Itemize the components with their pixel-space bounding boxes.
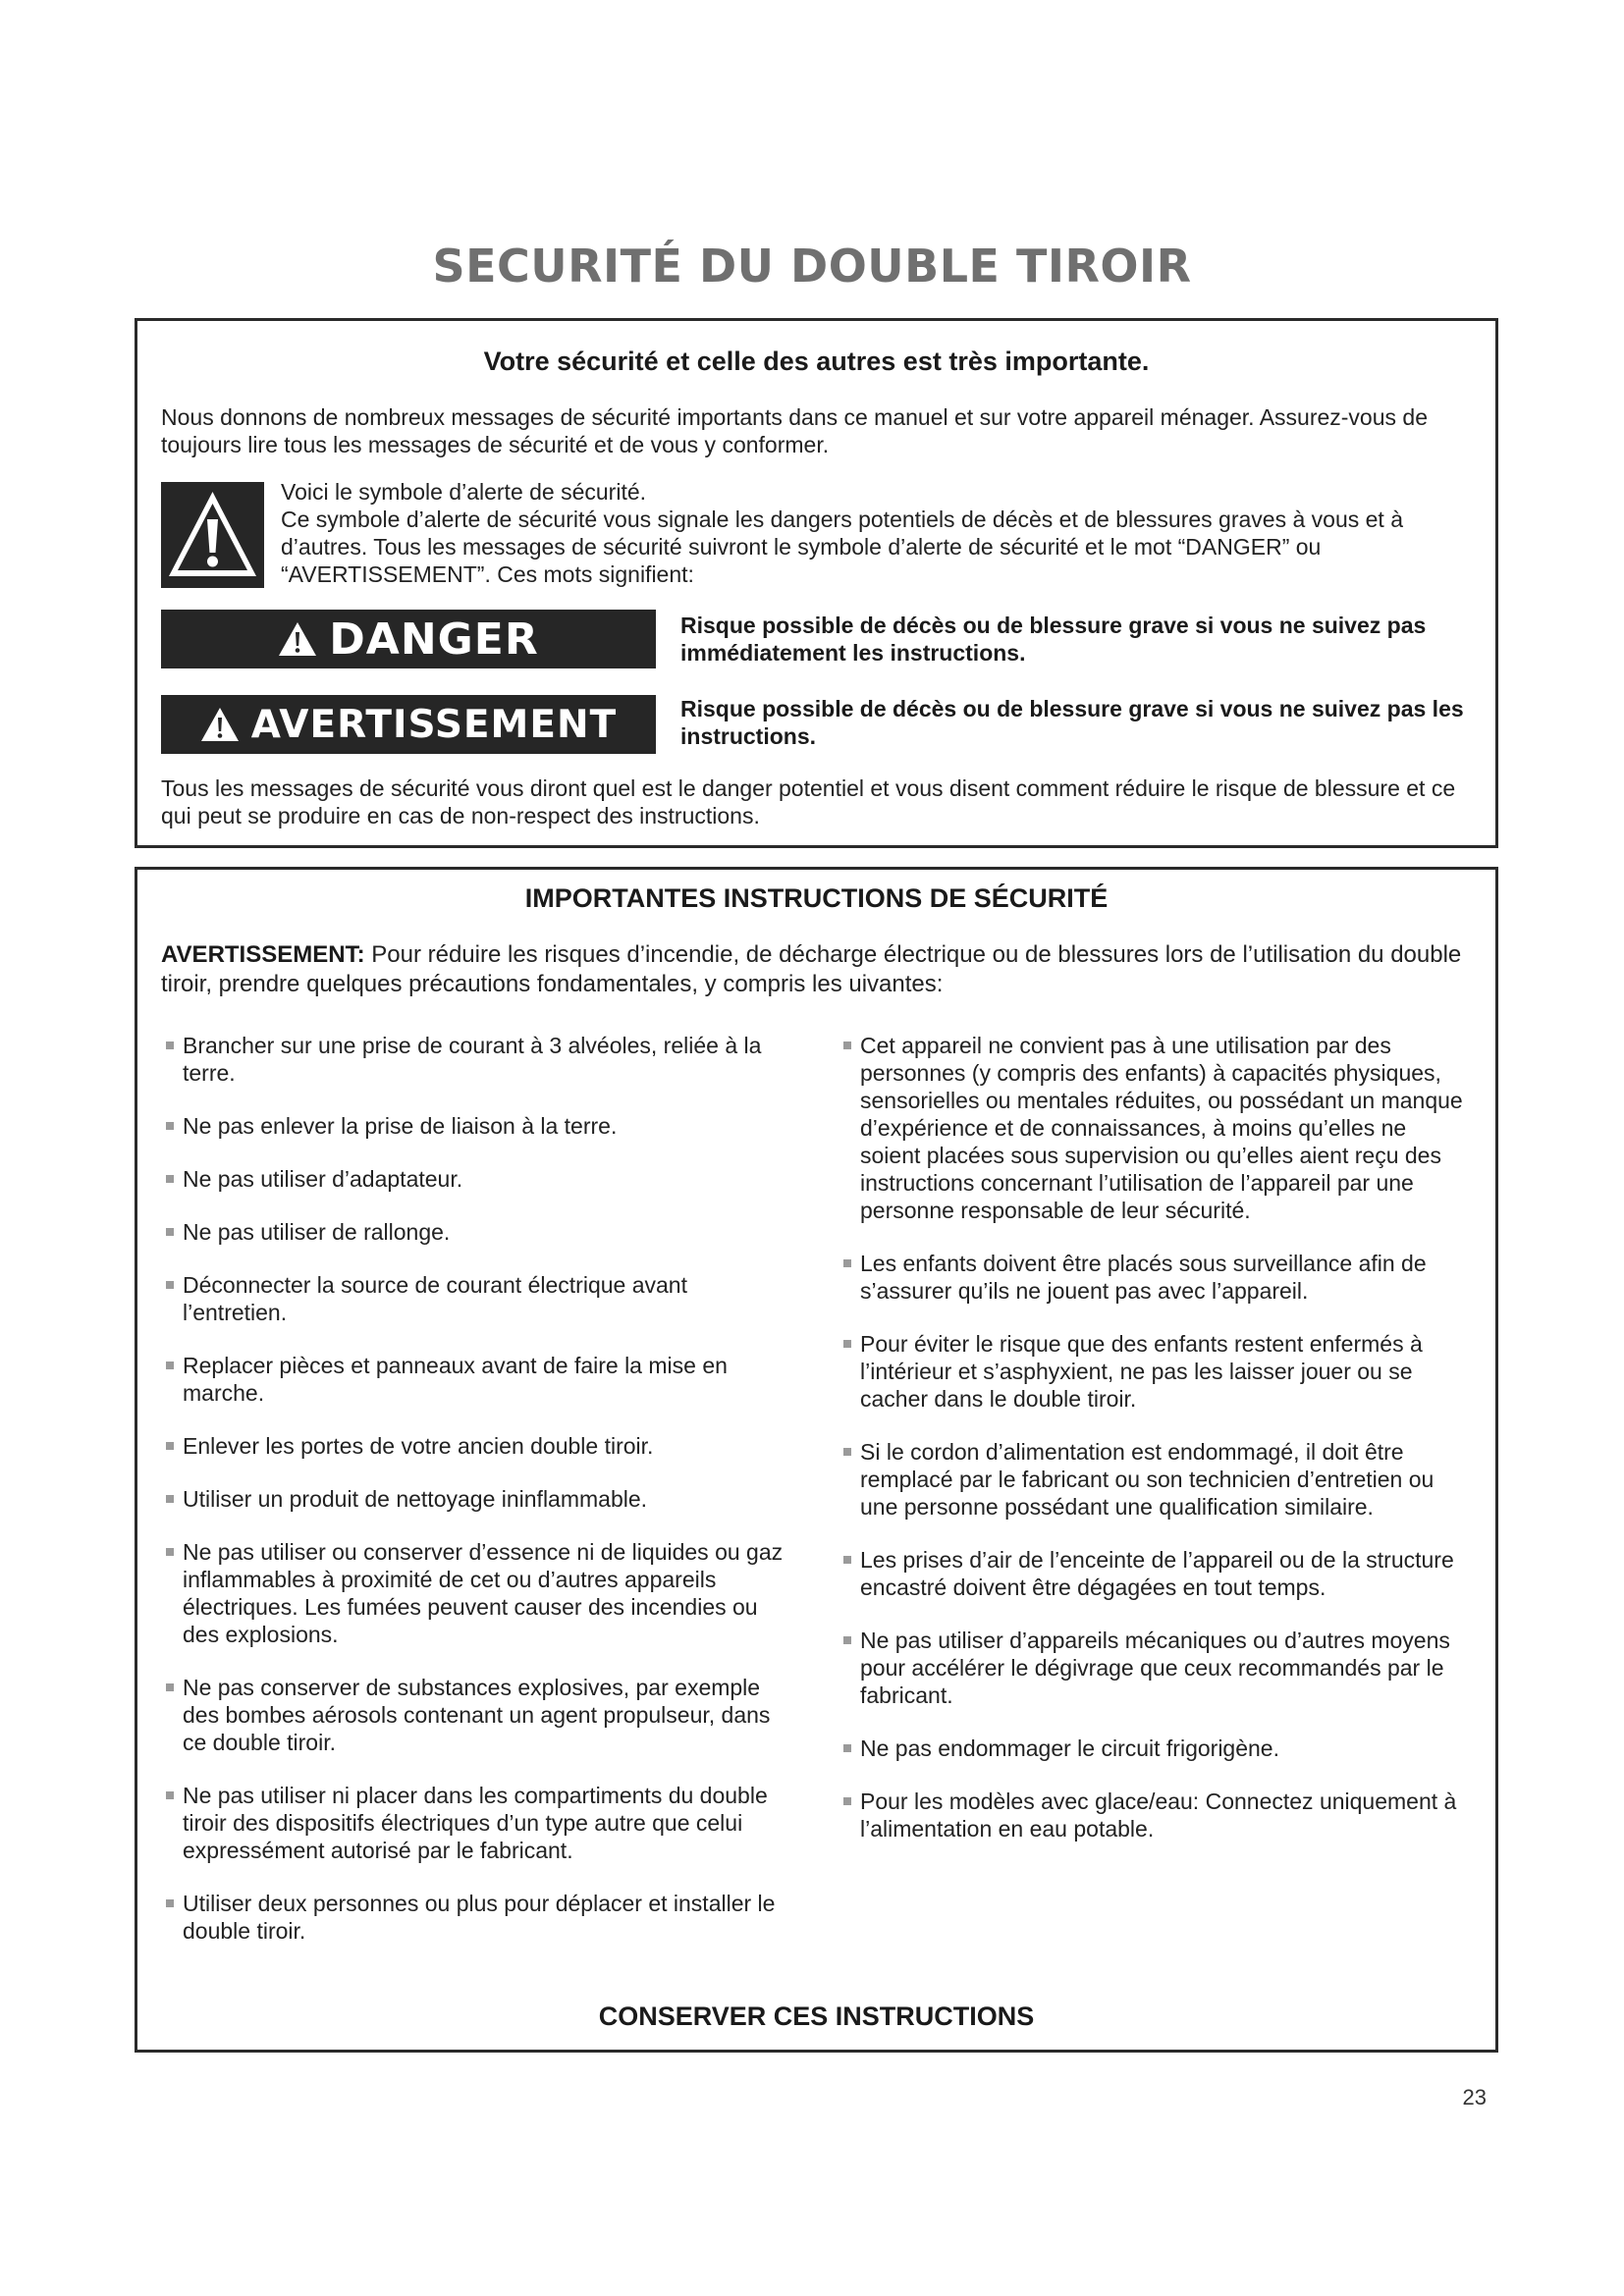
list-item: Ne pas conserver de substances explosives, par exemple des bombes aérosols contenant un agent propulseur, dans ce double tiroir.	[165, 1674, 784, 1756]
alert-box-footer: Tous les messages de sécurité vous diront quel est le danger potentiel et vous disent comment réduire le risque de blessure et ce qui peut se produire en cas de non-respect des instructions.	[161, 775, 1456, 828]
list-item: Pour les modèles avec glace/eau: Connectez uniquement à l’alimentation en eau potable.	[842, 1788, 1471, 1842]
list-item: Si le cordon d’alimentation est endommagé, il doit être remplacé par le fabricant ou son technicien d’entretien ou une personne possédant une qualification similaire.	[842, 1438, 1471, 1521]
list-item: Enlever les portes de votre ancien double tiroir.	[165, 1432, 784, 1460]
instructions-warning	[161, 940, 1472, 999]
alert-box-heading: Votre sécurité et celle des autres est très importante.	[483, 347, 1150, 376]
danger-label: DANGER	[329, 614, 539, 665]
list-item: Replacer pièces et panneaux avant de faire la mise en marche.	[165, 1352, 784, 1407]
alert-symbol-text-line2: Ce symbole d’alerte de sécurité vous signale les dangers potentiels de décès et de blessures graves à vous et à d’autres. Tous les messages de sécurité suivront le symbole d’alerte de sécurité et le mot “DANGER” ou “AVERTISSEMENT”. Ces mots signifient:	[281, 507, 1403, 587]
list-item: Ne pas utiliser d’adaptateur.	[165, 1165, 784, 1193]
list-item: Pour éviter le risque que des enfants restent enfermés à l’intérieur et s’asphyxient, ne pas les laisser jouer ou se cacher dans le double tiroir.	[842, 1330, 1471, 1413]
warning-triangle-icon	[278, 621, 317, 657]
alert-symbol-description	[281, 478, 1472, 588]
instructions-right-column	[842, 1032, 1471, 1868]
alert-box-intro: Nous donnons de nombreux messages de sécurité importants dans ce manuel et sur votre appareil ménager. Assurez-vous de toujours lire tous les messages de sécurité et de vous y conformer.	[161, 404, 1428, 457]
instructions-heading: IMPORTANTES INSTRUCTIONS DE SÉCURITÉ	[524, 883, 1109, 913]
page-title: SECURITÉ DU DOUBLE TIROIR	[432, 240, 1192, 293]
list-item: Utiliser deux personnes ou plus pour déplacer et installer le double tiroir.	[165, 1890, 784, 1945]
danger-signal-banner	[161, 610, 656, 668]
alert-symbol-text-line1: Voici le symbole d’alerte de sécurité.	[281, 479, 647, 505]
page-number: 23	[1462, 2085, 1487, 2109]
warning-signal-banner	[161, 695, 656, 754]
safety-instructions-box	[135, 867, 1498, 2053]
list-item: Ne pas utiliser ou conserver d’essence ni de liquides ou gaz inflammables à proximité de cet ou d’autres appareils électriques. Les fumées peuvent causer des incendies ou des explosions.	[165, 1538, 784, 1648]
list-item: Ne pas endommager le circuit frigorigène.	[842, 1735, 1471, 1762]
warning-label: AVERTISSEMENT	[250, 702, 618, 747]
list-item: Les enfants doivent être placés sous surveillance afin de s’assurer qu’ils ne jouent pas avec l’appareil.	[842, 1250, 1471, 1305]
list-item: Les prises d’air de l’enceinte de l’appareil ou de la structure encastré doivent être dégagées en tout temps.	[842, 1546, 1471, 1601]
list-item: Ne pas utiliser de rallonge.	[165, 1218, 784, 1246]
list-item: Déconnecter la source de courant électrique avant l’entretien.	[165, 1271, 784, 1326]
list-item: Brancher sur une prise de courant à 3 alvéoles, reliée à la terre.	[165, 1032, 784, 1087]
danger-description: Risque possible de décès ou de blessure grave si vous ne suivez pas immédiatement les instructions.	[680, 613, 1427, 666]
list-item: Utiliser un produit de nettoyage ininflammable.	[165, 1485, 784, 1513]
instructions-left-column	[165, 1032, 784, 1970]
safety-alert-triangle-icon	[161, 482, 264, 588]
list-item: Ne pas utiliser d’appareils mécaniques ou d’autres moyens pour accélérer le dégivrage que ceux recommandés par le fabricant.	[842, 1627, 1471, 1709]
safety-alert-box	[135, 318, 1498, 848]
warning-description: Risque possible de décès ou de blessure grave si vous ne suivez pas les instructions.	[680, 696, 1464, 749]
warning-triangle-icon	[200, 707, 240, 742]
instructions-warning-label: AVERTISSEMENT:	[161, 941, 365, 968]
instructions-warning-text: Pour réduire les risques d’incendie, de décharge électrique ou de blessures lors de l’utilisation du double tiroir, prendre quelques précautions fondamentales, y compris les uivantes:	[161, 941, 1462, 997]
list-item: Ne pas enlever la prise de liaison à la terre.	[165, 1112, 784, 1140]
list-item: Cet appareil ne convient pas à une utilisation par des personnes (y compris des enfants) à capacités physiques, sensorielles ou mentales réduites, ou possédant un manque d’expérience et de connaissances, à moins qu’elles ne soient placées sous supervision ou qu’elles aient reçu des instructions concernant l’utilisation de l’appareil par une personne responsable de leur sécurité.	[842, 1032, 1471, 1224]
list-item: Ne pas utiliser ni placer dans les compartiments du double tiroir des dispositifs électriques d’un type autre que celui expressément autorisé par le fabricant.	[165, 1782, 784, 1864]
instructions-footer: CONSERVER CES INSTRUCTIONS	[598, 2002, 1035, 2031]
